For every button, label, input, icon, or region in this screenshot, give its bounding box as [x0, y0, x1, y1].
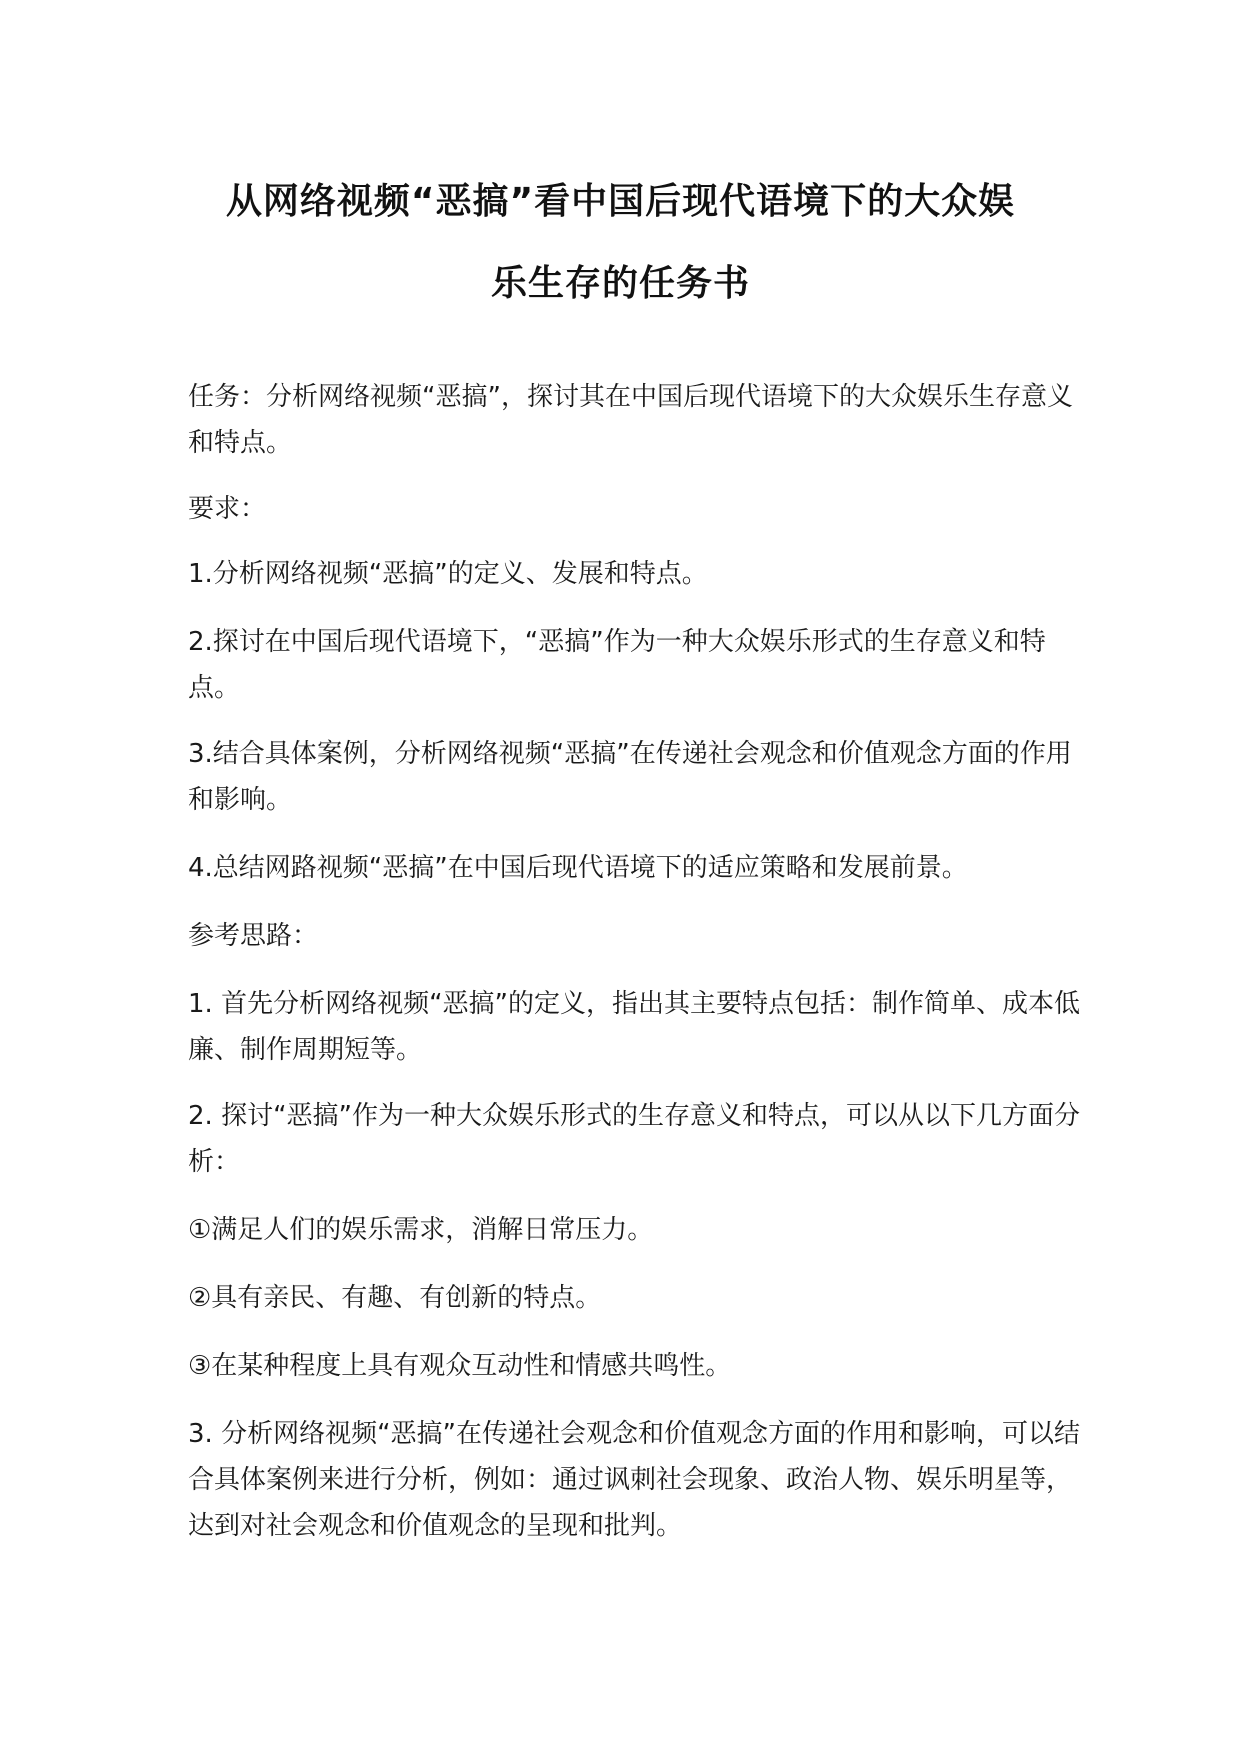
requirements-heading: 要求：	[188, 494, 267, 524]
reference-subitem-1: ①满足人们的娱乐需求，消解日常压力。	[188, 1215, 654, 1245]
requirement-item-2: 2.探讨在中国后现代语境下，“恶搞”作为一种大众娱乐形式的生存意义和特点。	[188, 627, 1046, 703]
reference-subitem-3: ③在某种程度上具有观众互动性和情感共鸣性。	[188, 1351, 732, 1381]
document-title-line-2: 乐生存的任务书	[490, 263, 750, 304]
document-title-line-1: 从网络视频“恶搞”看中国后现代语境下的大众娱	[225, 181, 1016, 222]
requirement-item-3: 3.结合具体案例，分析网络视频“恶搞”在传递社会观念和价值观念方面的作用和影响。	[188, 739, 1072, 815]
task-paragraph: 任务：分析网络视频“恶搞”，探讨其在中国后现代语境下的大众娱乐生存意义和特点。	[188, 382, 1073, 458]
reference-item-1: 1. 首先分析网络视频“恶搞”的定义，指出其主要特点包括：制作简单、成本低廉、制作周期短等。	[188, 989, 1081, 1065]
requirement-item-4: 4.总结网路视频“恶搞”在中国后现代语境下的适应策略和发展前景。	[188, 853, 968, 883]
requirement-item-1: 1.分析网络视频“恶搞”的定义、发展和特点。	[188, 559, 708, 589]
reference-item-3: 3. 分析网络视频“恶搞”在传递社会观念和价值观念方面的作用和影响，可以结合具体案例来进行分析，例如：通过讽刺社会现象、政治人物、娱乐明星等，达到对社会观念和价值观念的呈现和批判。	[188, 1419, 1081, 1541]
reference-item-2: 2. 探讨“恶搞”作为一种大众娱乐形式的生存意义和特点，可以从以下几方面分析：	[188, 1101, 1081, 1177]
reference-heading: 参考思路：	[188, 921, 319, 951]
reference-subitem-2: ②具有亲民、有趣、有创新的特点。	[188, 1283, 602, 1313]
